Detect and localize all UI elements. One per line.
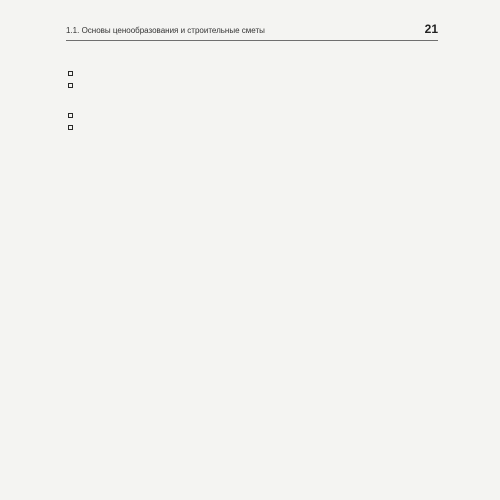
body-paragraph	[66, 197, 438, 207]
square-bullet-icon	[68, 125, 73, 130]
square-bullet-icon	[68, 113, 73, 118]
bullet-list	[66, 68, 438, 90]
square-bullet-icon	[68, 71, 73, 76]
body-paragraph	[66, 152, 438, 162]
body-paragraph	[66, 182, 438, 192]
square-bullet-icon	[68, 83, 73, 88]
page-number: 21	[424, 22, 438, 36]
body-paragraph	[66, 53, 438, 63]
list-item-text	[82, 122, 438, 132]
list-item	[66, 110, 438, 120]
body-paragraph	[66, 167, 438, 177]
list-item-text	[82, 68, 438, 78]
list-item	[66, 68, 438, 78]
bullet-list	[66, 110, 438, 132]
body-paragraph	[66, 137, 438, 147]
list-item-text	[82, 110, 438, 120]
page-body	[66, 53, 438, 207]
running-header-title: 1.1. Основы ценообразования и строительные сметы	[66, 26, 265, 35]
list-item-text	[82, 80, 438, 90]
running-header	[66, 22, 438, 41]
list-item	[66, 80, 438, 90]
list-item	[66, 122, 438, 132]
body-paragraph	[66, 95, 438, 105]
